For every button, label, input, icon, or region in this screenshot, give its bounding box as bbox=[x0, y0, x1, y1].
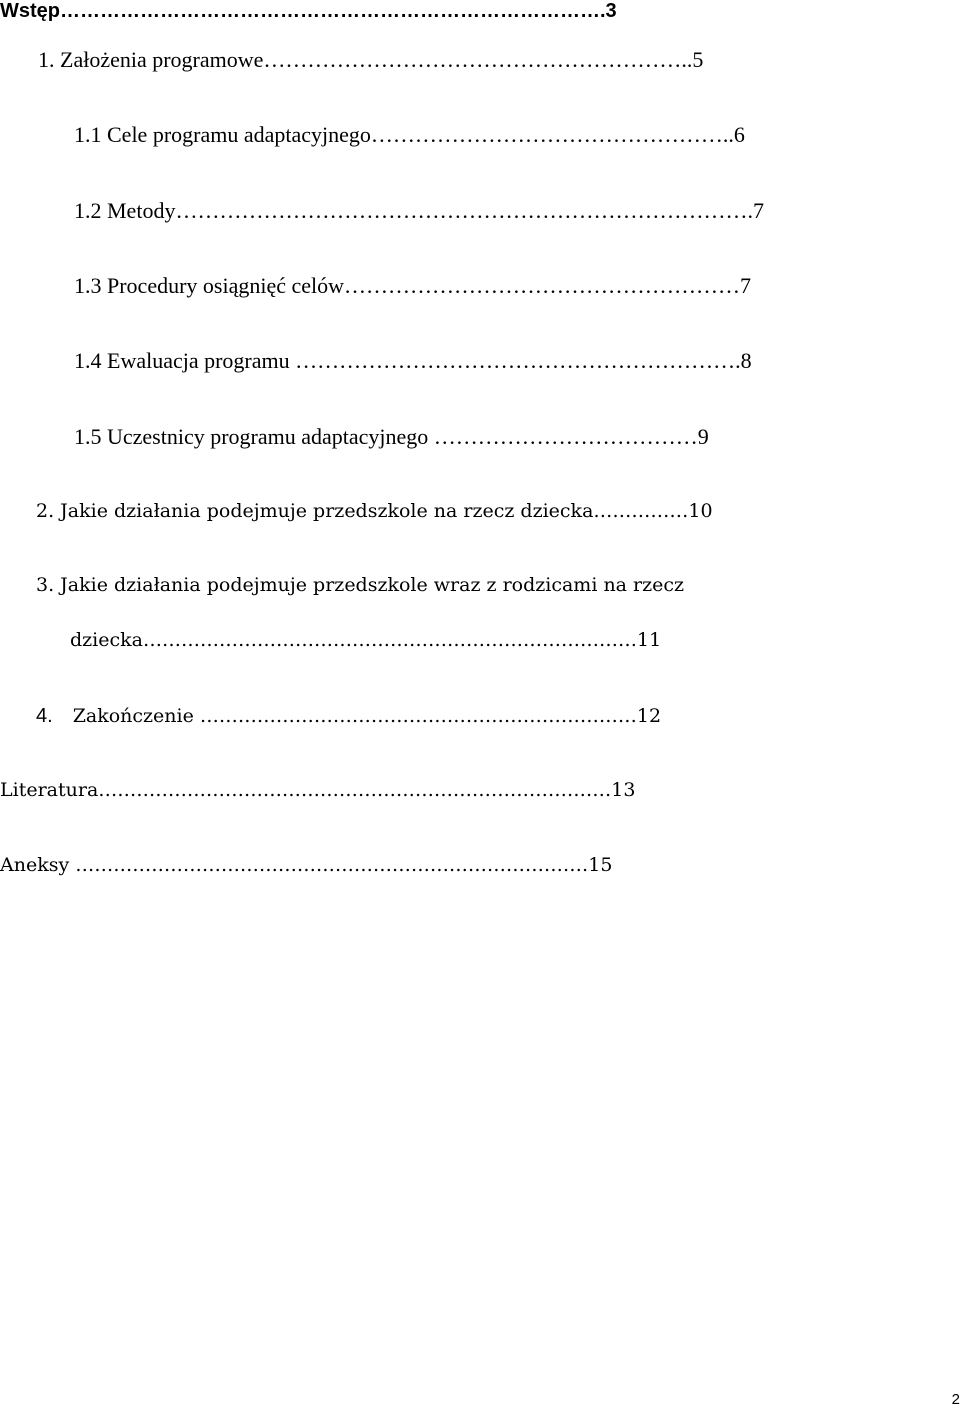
toc-entry-3-line1[interactable]: 3. Jakie działania podejmuje przedszkole wraz z rodzicami na rzecz bbox=[36, 574, 685, 596]
toc-entry-1[interactable]: 1. Założenia programowe…………………………………………………..5 bbox=[38, 47, 704, 72]
toc-entry-annex[interactable]: Aneksy ………………………………………………………………………15 bbox=[0, 854, 613, 876]
toc-entry-1-5[interactable]: 1.5 Uczestnicy programu adaptacyjnego ………………………………9 bbox=[74, 424, 709, 449]
toc-entry-intro[interactable]: Wstęp……………………………………………………………………….3 bbox=[0, 0, 617, 22]
toc-entry-1-4[interactable]: 1.4 Ewaluacja programu …………………………………………………….8 bbox=[74, 348, 752, 373]
toc-entry-4[interactable] bbox=[36, 706, 661, 726]
toc-entry-1-3[interactable]: 1.3 Procedury osiągnięć celów………………………………………………7 bbox=[74, 273, 752, 298]
toc-entry-2[interactable]: 2. Jakie działania podejmuje przedszkole na rzecz dziecka……………10 bbox=[36, 500, 713, 522]
toc-entry-1-1[interactable]: 1.1 Cele programu adaptacyjnego…………………………………………..6 bbox=[74, 122, 745, 147]
toc-entry-literature[interactable]: Literatura………………………………………………………………………13 bbox=[0, 779, 636, 801]
page-number: 2 bbox=[951, 1391, 960, 1408]
toc-entry-1-2[interactable]: 1.2 Metody…………………………………………………………………….7 bbox=[74, 198, 764, 223]
toc-entry-4-text: Zakończenie ……………………………………………………………12 bbox=[72, 705, 662, 727]
toc-entry-3-line2[interactable]: dziecka……………………………………………………………………11 bbox=[70, 629, 662, 651]
toc-entry-4-number: 4. bbox=[36, 705, 53, 727]
